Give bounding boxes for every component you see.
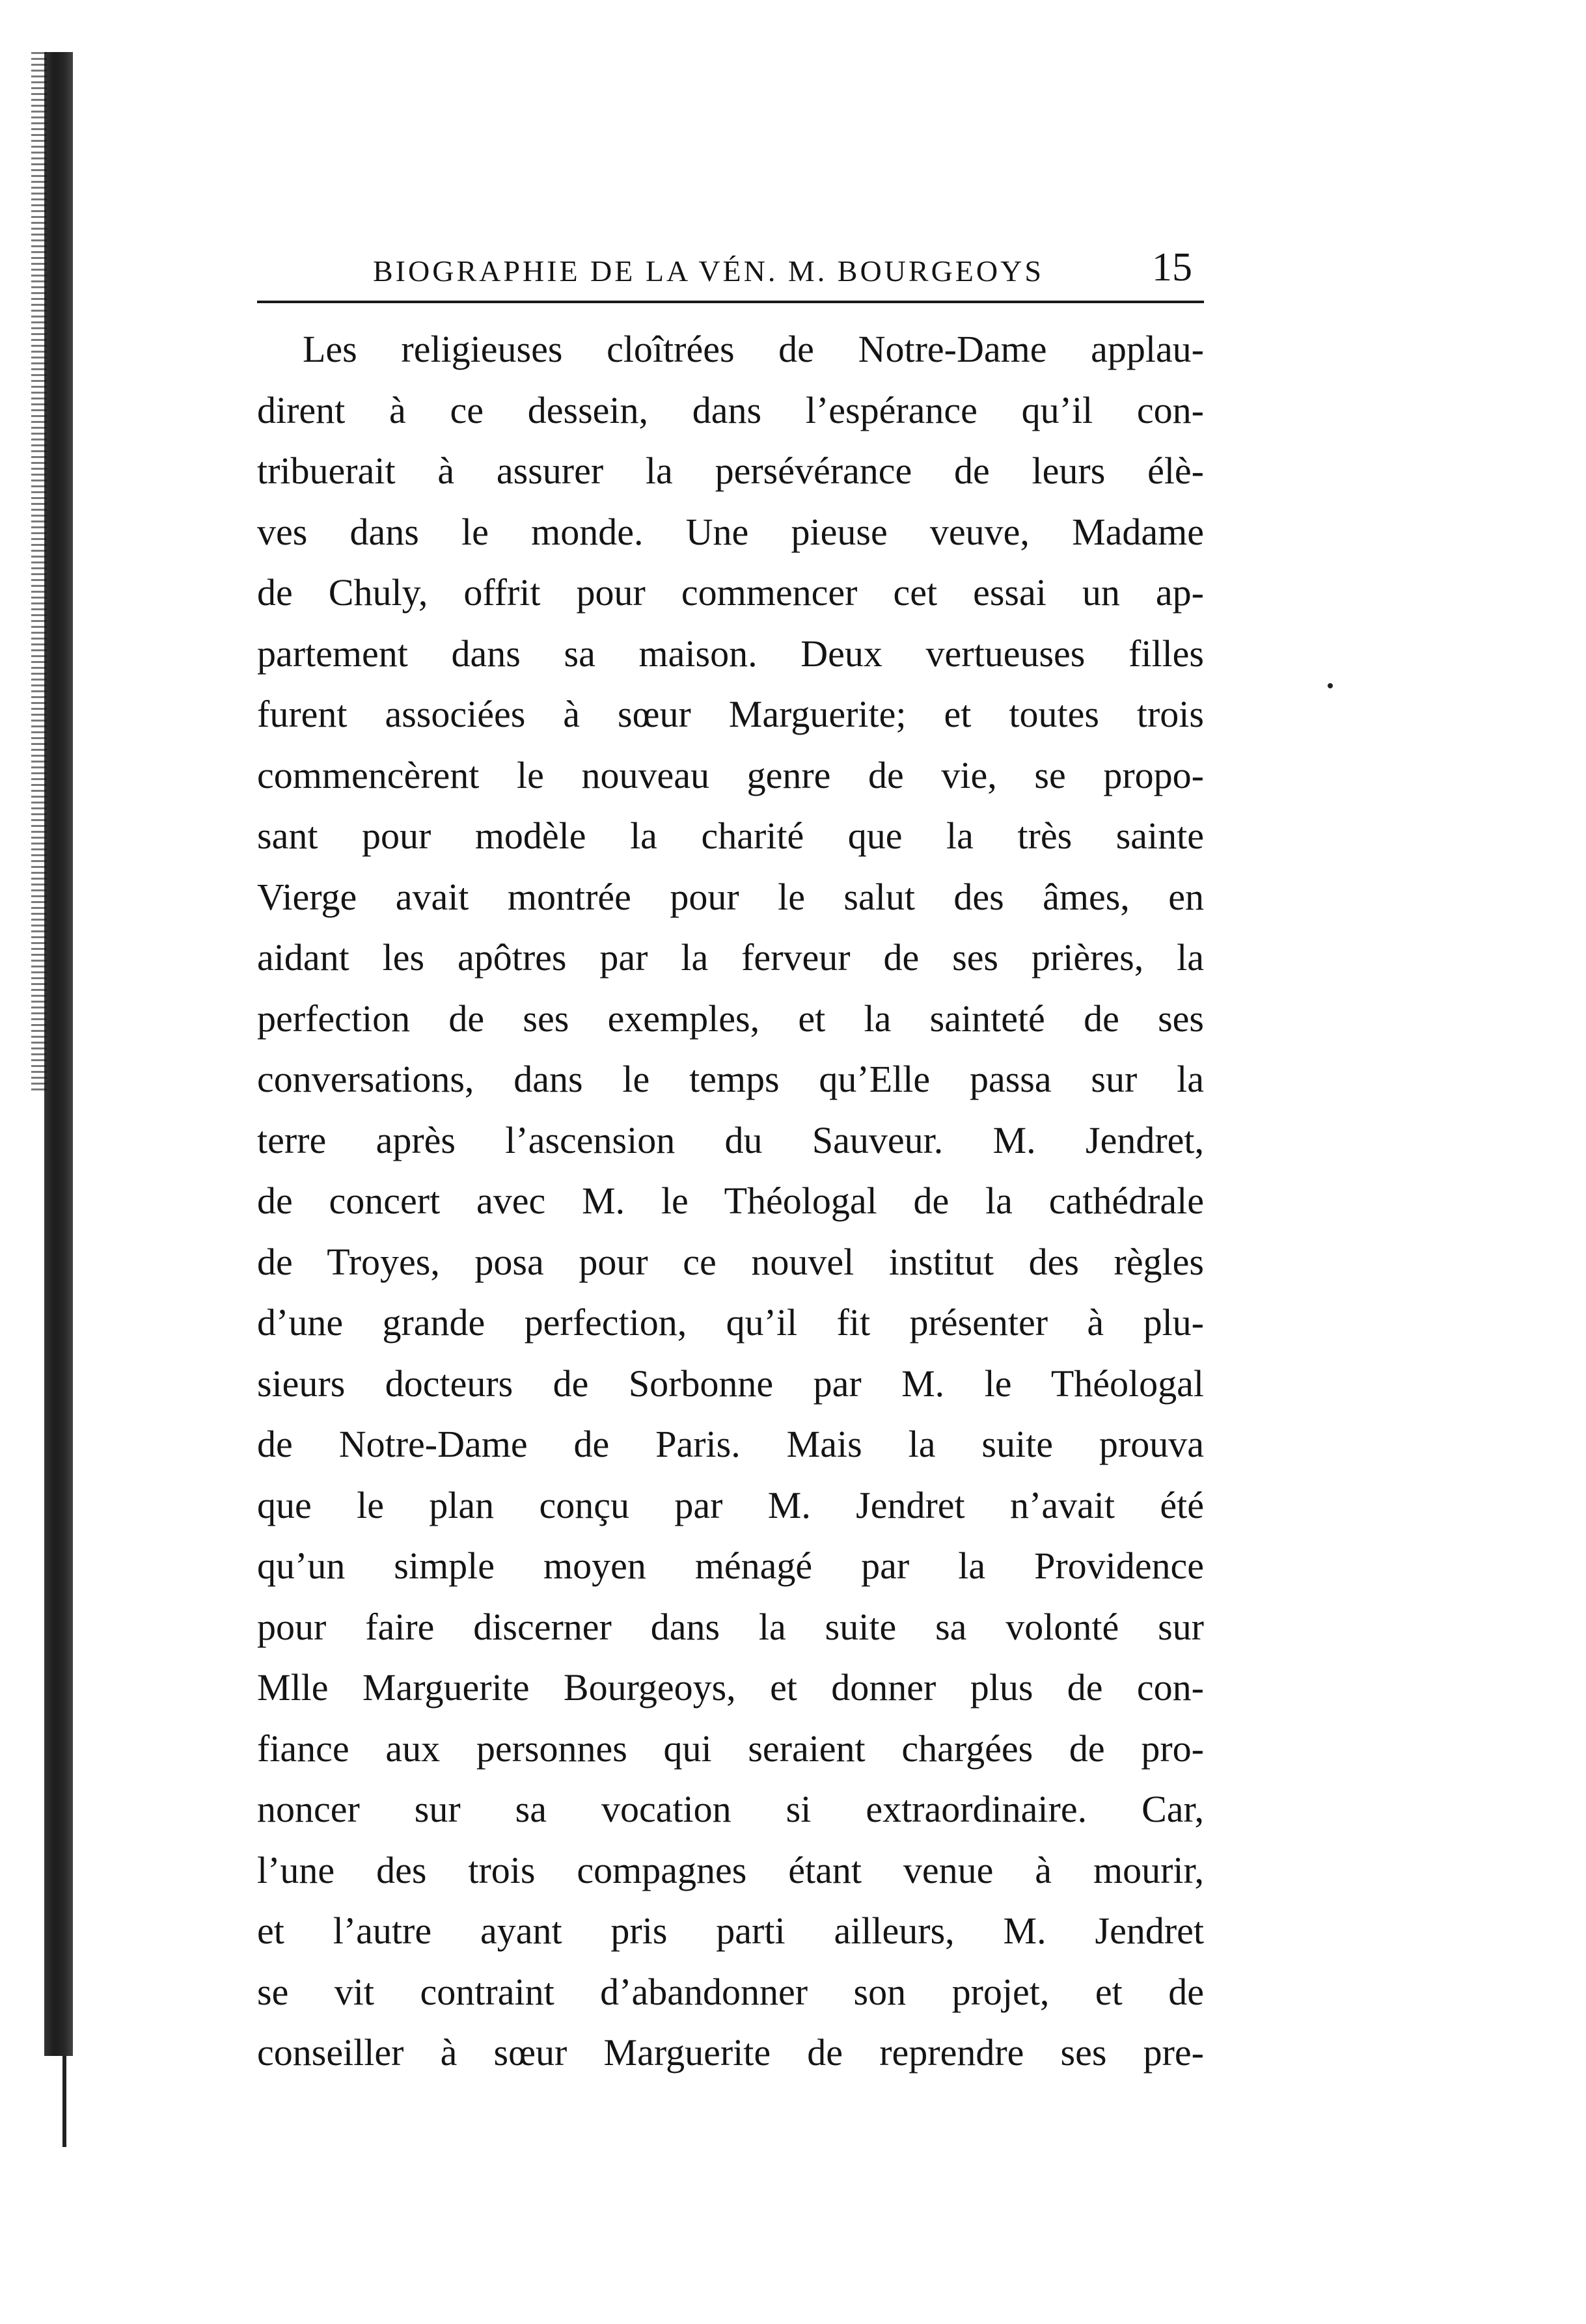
text-line: sieurs docteurs de Sorbonne par M. le Théologal [257, 1362, 1204, 1405]
running-title: BIOGRAPHIE DE LA VÉN. M. BOURGEOYS [373, 254, 1044, 288]
text-line: perfection de ses exemples, et la sainteté de ses [257, 997, 1204, 1040]
text-line: Vierge avait montrée pour le salut des âmes, en [257, 875, 1204, 918]
body-paragraph [257, 319, 1204, 2083]
text-line: Les religieuses cloîtrées de Notre-Dame applau- [303, 328, 1204, 370]
text-line: Mlle Marguerite Bourgeoys, et donner plus de con- [257, 1666, 1204, 1709]
page-number: 15 [1152, 245, 1192, 290]
text-line: tribuerait à assurer la persévérance de leurs élè- [257, 450, 1204, 492]
text-line: sant pour modèle la charité que la très sainte [257, 815, 1204, 857]
binding-shadow-tail [62, 2056, 66, 2147]
text-line: de Notre-Dame de Paris. Mais la suite prouva [257, 1423, 1204, 1465]
text-line: fiance aux personnes qui seraient chargées de pro- [257, 1727, 1204, 1770]
text-line: qu’un simple moyen ménagé par la Providence [257, 1545, 1204, 1587]
text-line: terre après l’ascension du Sauveur. M. Jendret, [257, 1118, 1204, 1161]
text-line: conversations, dans le temps qu’Elle passa sur la [257, 1058, 1204, 1100]
text-line: aidant les apôtres par la ferveur de ses prières, la [257, 936, 1204, 979]
text-line: d’une grande perfection, qu’il fit présenter à plu- [257, 1301, 1204, 1344]
binding-shadow [44, 52, 73, 2056]
text-line: ves dans le monde. Une pieuse veuve, Madame [257, 510, 1204, 553]
text-line: et l’autre ayant pris parti ailleurs, M. Jendret [257, 1910, 1204, 1952]
text-line: de concert avec M. le Théologal de la cathédrale [257, 1180, 1204, 1222]
text-line: l’une des trois compagnes étant venue à mourir, [257, 1848, 1204, 1891]
text-line: dirent à ce dessein, dans l’espérance qu’il con- [257, 388, 1204, 431]
text-line: que le plan conçu par M. Jendret n’avait été [257, 1483, 1204, 1526]
text-line: de Troyes, posa pour ce nouvel institut des règles [257, 1240, 1204, 1283]
text-line: pour faire discerner dans la suite sa volonté sur [257, 1605, 1204, 1648]
scan-speck [1328, 683, 1333, 688]
text-line: de Chuly, offrit pour commencer cet essai un ap- [257, 571, 1204, 614]
text-line: noncer sur sa vocation si extraordinaire. Car, [257, 1788, 1204, 1830]
text-line: commencèrent le nouveau genre de vie, se propo- [257, 753, 1204, 796]
running-header [257, 241, 1204, 293]
header-rule [257, 301, 1204, 303]
text-line: partement dans sa maison. Deux vertueuses filles [257, 632, 1204, 675]
text-line: conseiller à sœur Marguerite de reprendre ses pre- [257, 2031, 1204, 2074]
text-line: se vit contraint d’abandonner son projet, et de [257, 1970, 1204, 2013]
text-line: furent associées à sœur Marguerite; et toutes trois [257, 693, 1204, 735]
